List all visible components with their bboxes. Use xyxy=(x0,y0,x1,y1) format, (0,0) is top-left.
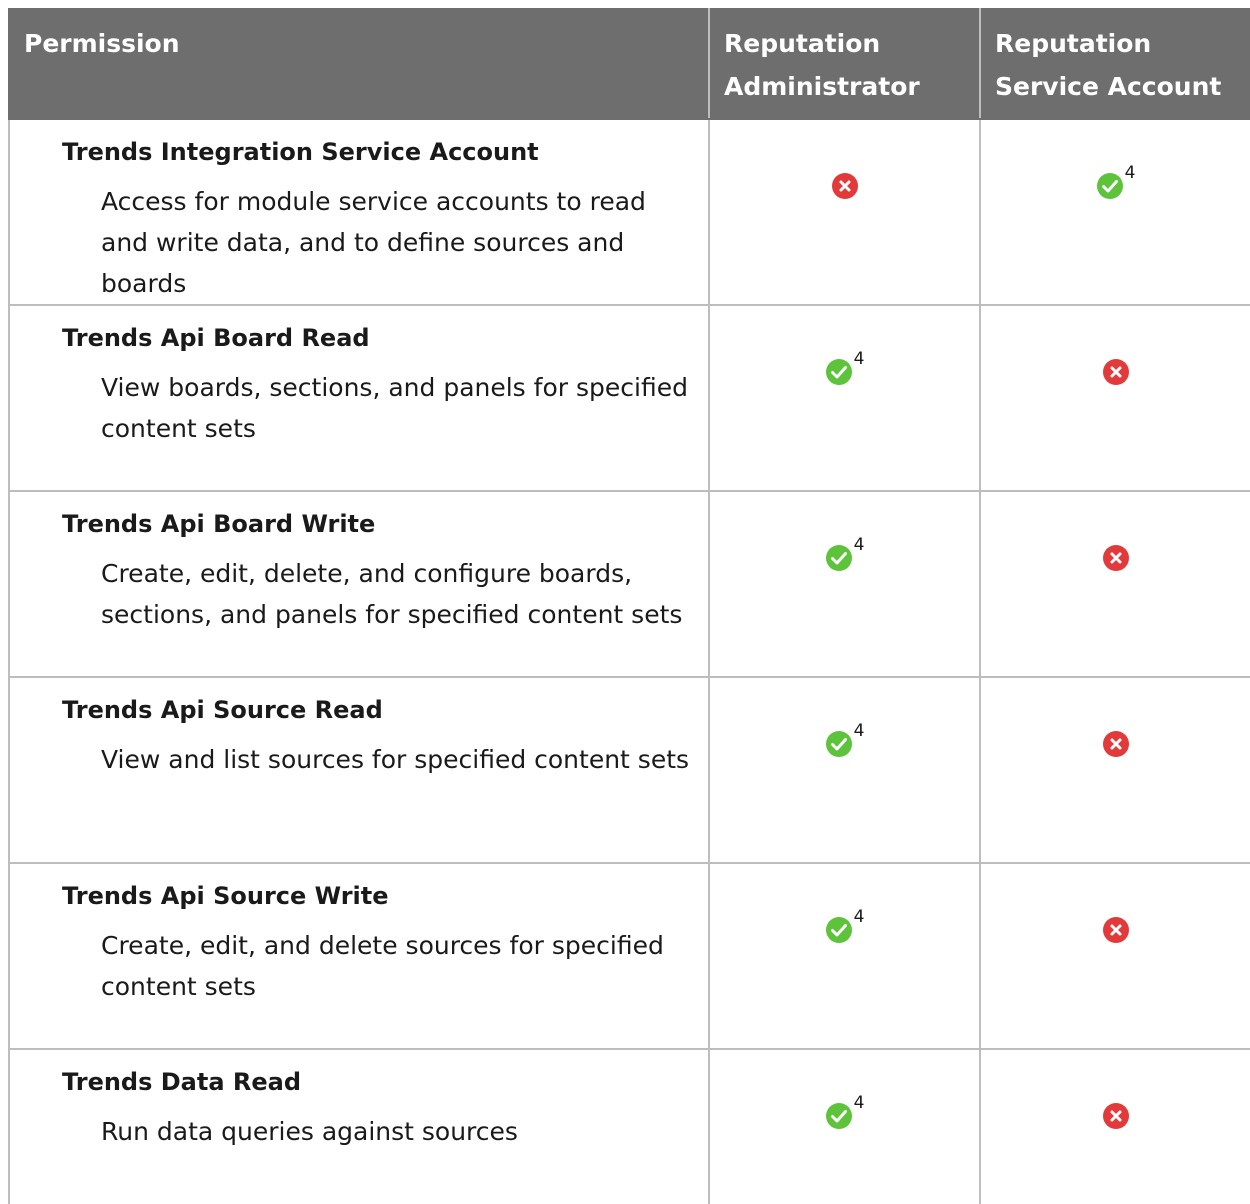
x-circle-icon xyxy=(1102,358,1130,386)
service-account-status-cell xyxy=(980,863,1250,1049)
permission-cell xyxy=(9,305,709,491)
permission-name: Trends Api Source Read xyxy=(62,696,383,724)
permission-cell xyxy=(9,119,709,305)
status-indicator xyxy=(1096,164,1136,200)
permission-cell xyxy=(9,1049,709,1204)
check-circle-icon xyxy=(825,544,853,572)
footnote-marker: 4 xyxy=(853,535,865,555)
service-account-status-cell xyxy=(980,305,1250,491)
status-indicator xyxy=(825,536,865,572)
permission-description: View boards, sections, and panels for specified content sets xyxy=(101,373,688,443)
header-reputation-administrator: Reputation Administrator xyxy=(709,9,980,119)
permission-description: Access for module service accounts to read and write data, and to define sources and boards xyxy=(101,187,646,298)
header-permission: Permission xyxy=(9,9,709,119)
footnote-marker: 4 xyxy=(853,349,865,369)
check-circle-icon xyxy=(825,358,853,386)
administrator-status-cell xyxy=(709,677,980,863)
table-header-row xyxy=(9,9,1250,119)
administrator-status-cell xyxy=(709,491,980,677)
header-reputation-service-account: Reputation Service Account xyxy=(980,9,1250,119)
permissions-table xyxy=(8,8,1250,1204)
permission-cell xyxy=(9,491,709,677)
check-circle-icon xyxy=(1096,172,1124,200)
x-circle-icon xyxy=(1102,916,1130,944)
table-row xyxy=(9,305,1250,491)
check-circle-icon xyxy=(825,916,853,944)
x-circle-icon xyxy=(1102,730,1130,758)
permission-description: Create, edit, delete, and configure boards, sections, and panels for specified content sets xyxy=(101,559,683,629)
table-row xyxy=(9,1049,1250,1204)
permission-description: View and list sources for specified content sets xyxy=(101,745,690,774)
table-body xyxy=(9,119,1250,1204)
administrator-status-cell xyxy=(709,863,980,1049)
permission-name: Trends Integration Service Account xyxy=(62,138,539,166)
check-circle-icon xyxy=(825,730,853,758)
footnote-marker: 4 xyxy=(853,721,865,741)
check-circle-icon xyxy=(825,1102,853,1130)
permission-name: Trends Data Read xyxy=(62,1068,302,1096)
footnote-marker: 4 xyxy=(853,907,865,927)
status-indicator xyxy=(831,164,859,200)
x-circle-icon xyxy=(1102,544,1130,572)
status-indicator xyxy=(1102,722,1130,758)
permission-name: Trends Api Board Write xyxy=(62,510,376,538)
footnote-marker: 4 xyxy=(853,1093,865,1113)
permission-name: Trends Api Board Read xyxy=(62,324,370,352)
status-indicator xyxy=(825,908,865,944)
status-indicator xyxy=(1102,1094,1130,1130)
service-account-status-cell xyxy=(980,119,1250,305)
service-account-status-cell xyxy=(980,491,1250,677)
permission-cell xyxy=(9,863,709,1049)
status-indicator xyxy=(1102,908,1130,944)
status-indicator xyxy=(825,350,865,386)
permission-description: Run data queries against sources xyxy=(101,1117,518,1146)
service-account-status-cell xyxy=(980,1049,1250,1204)
table-row xyxy=(9,677,1250,863)
status-indicator xyxy=(825,722,865,758)
footnote-marker: 4 xyxy=(1124,163,1136,183)
table-row xyxy=(9,119,1250,305)
administrator-status-cell xyxy=(709,305,980,491)
permission-description: Create, edit, and delete sources for specified content sets xyxy=(101,931,664,1001)
status-indicator xyxy=(825,1094,865,1130)
status-indicator xyxy=(1102,536,1130,572)
table-row xyxy=(9,863,1250,1049)
permission-cell xyxy=(9,677,709,863)
service-account-status-cell xyxy=(980,677,1250,863)
table-row xyxy=(9,491,1250,677)
x-circle-icon xyxy=(1102,1102,1130,1130)
administrator-status-cell xyxy=(709,119,980,305)
permission-name: Trends Api Source Write xyxy=(62,882,389,910)
administrator-status-cell xyxy=(709,1049,980,1204)
status-indicator xyxy=(1102,350,1130,386)
x-circle-icon xyxy=(831,172,859,200)
